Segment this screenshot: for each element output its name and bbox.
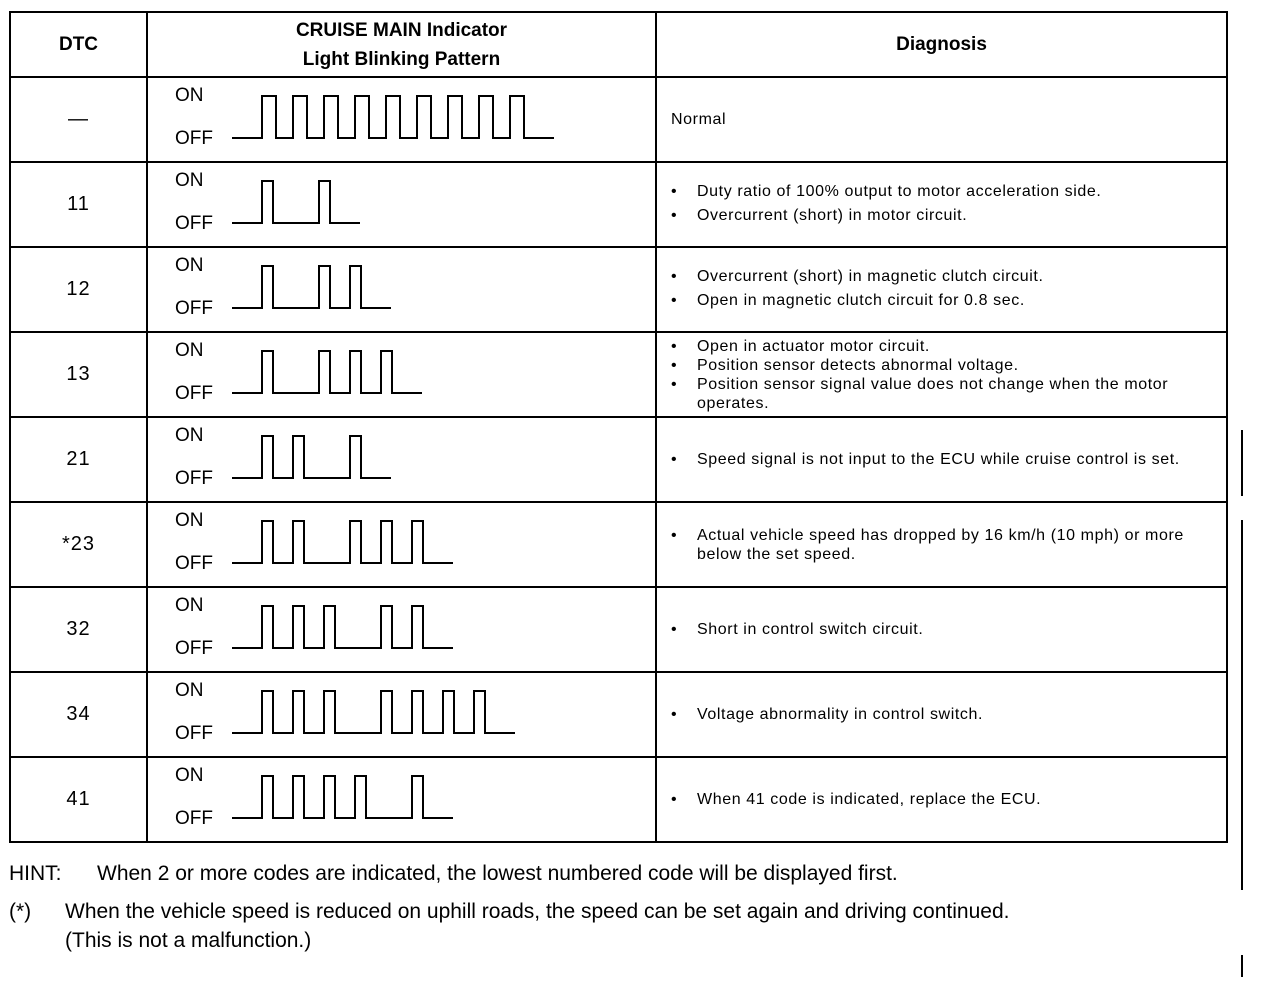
- asterisk-text-line2: (This is not a malfunction.): [65, 929, 312, 952]
- diagnosis-list: [671, 450, 1214, 469]
- blink-waveform-line: [232, 266, 391, 308]
- diagnosis-list: [671, 337, 1214, 413]
- blink-waveform-line: [232, 606, 453, 648]
- off-label: OFF: [175, 298, 213, 319]
- off-label: OFF: [175, 638, 213, 659]
- blink-waveform: [232, 689, 652, 735]
- blink-waveform-line: [232, 436, 391, 478]
- table-row: [10, 162, 1227, 247]
- diagnosis-cell: [656, 162, 1227, 247]
- diagnosis-cell: [656, 587, 1227, 672]
- blink-pattern-cell: [147, 417, 656, 502]
- off-label: OFF: [175, 723, 213, 744]
- off-label: OFF: [175, 213, 213, 234]
- on-label: ON: [175, 255, 204, 276]
- diagnosis-item: • Voltage abnormality in control switch.: [671, 705, 1214, 724]
- page-edge-mark: [1241, 430, 1243, 496]
- dtc-code: 11: [10, 162, 147, 247]
- hint-text: When 2 or more codes are indicated, the lowest numbered code will be displayed first.: [97, 862, 898, 885]
- hint-label: HINT:: [9, 862, 62, 885]
- blink-waveform-line: [232, 691, 515, 733]
- blink-pattern-cell: [147, 162, 656, 247]
- diagnosis-item: • Actual vehicle speed has dropped by 16 km/h (10 mph) or more below the set speed.: [671, 526, 1214, 564]
- asterisk-text-line1: When the vehicle speed is reduced on uphill roads, the speed can be set again and driving continued.: [65, 900, 1010, 923]
- blink-waveform-line: [232, 96, 554, 138]
- blink-pattern-cell: [147, 757, 656, 842]
- diagnosis-item: • Open in actuator motor circuit.: [671, 337, 1214, 356]
- header-row: [10, 12, 1227, 77]
- dtc-code: 13: [10, 332, 147, 417]
- hint-note: [9, 859, 1009, 888]
- blink-waveform: [232, 519, 652, 565]
- diagnosis-list: [671, 620, 1214, 639]
- diagnosis-list: [671, 182, 1214, 225]
- header-diagnosis: Diagnosis: [656, 12, 1227, 77]
- diagnosis-cell: [656, 672, 1227, 757]
- blink-pattern-cell: [147, 332, 656, 417]
- blink-pattern-cell: [147, 77, 656, 162]
- off-label: OFF: [175, 553, 213, 574]
- table-row: [10, 332, 1227, 417]
- blink-pattern-cell: [147, 502, 656, 587]
- blink-waveform-line: [232, 181, 360, 223]
- dtc-code: 21: [10, 417, 147, 502]
- dtc-code: 34: [10, 672, 147, 757]
- diagnosis-item: • Overcurrent (short) in magnetic clutch circuit.: [671, 267, 1214, 286]
- blink-waveform: [232, 349, 652, 395]
- on-label: ON: [175, 170, 204, 191]
- diagnosis-cell: [656, 417, 1227, 502]
- diagnosis-item: • Short in control switch circuit.: [671, 620, 1214, 639]
- dtc-code: 32: [10, 587, 147, 672]
- blink-pattern-cell: [147, 672, 656, 757]
- table-row: [10, 587, 1227, 672]
- header-blink-pattern: [147, 12, 656, 77]
- diagnosis-item: • Open in magnetic clutch circuit for 0.8 sec.: [671, 291, 1214, 310]
- dtc-table: [9, 11, 1228, 843]
- table-row: [10, 502, 1227, 587]
- diagnosis-cell: [656, 757, 1227, 842]
- on-label: ON: [175, 85, 204, 106]
- blink-waveform-line: [232, 776, 453, 818]
- blink-waveform-line: [232, 521, 453, 563]
- table-body: [10, 77, 1227, 842]
- page-edge-mark: [1241, 955, 1243, 977]
- off-label: OFF: [175, 383, 213, 404]
- asterisk-note: [9, 897, 1009, 955]
- blink-waveform: [232, 774, 652, 820]
- blink-pattern-cell: [147, 587, 656, 672]
- diagnosis-item: • When 41 code is indicated, replace the ECU.: [671, 790, 1214, 809]
- on-label: ON: [175, 425, 204, 446]
- off-label: OFF: [175, 808, 213, 829]
- off-label: OFF: [175, 468, 213, 489]
- on-label: ON: [175, 595, 204, 616]
- notes: [9, 859, 1009, 955]
- diagnosis-list: [671, 267, 1214, 310]
- blink-waveform-line: [232, 351, 422, 393]
- page-edge-mark: [1241, 520, 1243, 890]
- table-row: [10, 672, 1227, 757]
- blink-waveform: [232, 264, 652, 310]
- on-label: ON: [175, 510, 204, 531]
- table-row: [10, 77, 1227, 162]
- table-row: [10, 417, 1227, 502]
- diagnosis-list: [671, 705, 1214, 724]
- diagnosis-list: [671, 790, 1214, 809]
- off-label: OFF: [175, 128, 213, 149]
- header-dtc: DTC: [10, 12, 147, 77]
- blink-waveform: [232, 604, 652, 650]
- diagnosis-item: • Position sensor detects abnormal voltage.: [671, 356, 1214, 375]
- header-blink-pattern-line1: CRUISE MAIN Indicator: [295, 19, 508, 41]
- dtc-code: 12: [10, 247, 147, 332]
- blink-waveform: [232, 94, 652, 140]
- diagnosis-item: • Position sensor signal value does not change when the motor operates.: [671, 375, 1214, 413]
- blink-waveform: [232, 179, 652, 225]
- on-label: ON: [175, 680, 204, 701]
- asterisk-label: (*): [9, 900, 32, 923]
- diagnosis-list: [671, 526, 1214, 564]
- blink-pattern-cell: [147, 247, 656, 332]
- on-label: ON: [175, 765, 204, 786]
- diagnosis-item: • Overcurrent (short) in motor circuit.: [671, 206, 1214, 225]
- dtc-code: —: [10, 77, 147, 162]
- diagnosis-item: • Duty ratio of 100% output to motor acceleration side.: [671, 182, 1214, 201]
- dtc-code: 41: [10, 757, 147, 842]
- table-row: [10, 247, 1227, 332]
- dtc-code: *23: [10, 502, 147, 587]
- blink-waveform: [232, 434, 652, 480]
- diagnosis-item: • Speed signal is not input to the ECU while cruise control is set.: [671, 450, 1214, 469]
- diagnosis-cell: [656, 502, 1227, 587]
- diagnosis-cell: [656, 332, 1227, 417]
- header-blink-pattern-line2: Light Blinking Pattern: [302, 48, 501, 70]
- table-row: [10, 757, 1227, 842]
- diagnosis-text: Normal: [671, 110, 727, 128]
- on-label: ON: [175, 340, 204, 361]
- diagnosis-cell: [656, 77, 1227, 162]
- diagnosis-cell: [656, 247, 1227, 332]
